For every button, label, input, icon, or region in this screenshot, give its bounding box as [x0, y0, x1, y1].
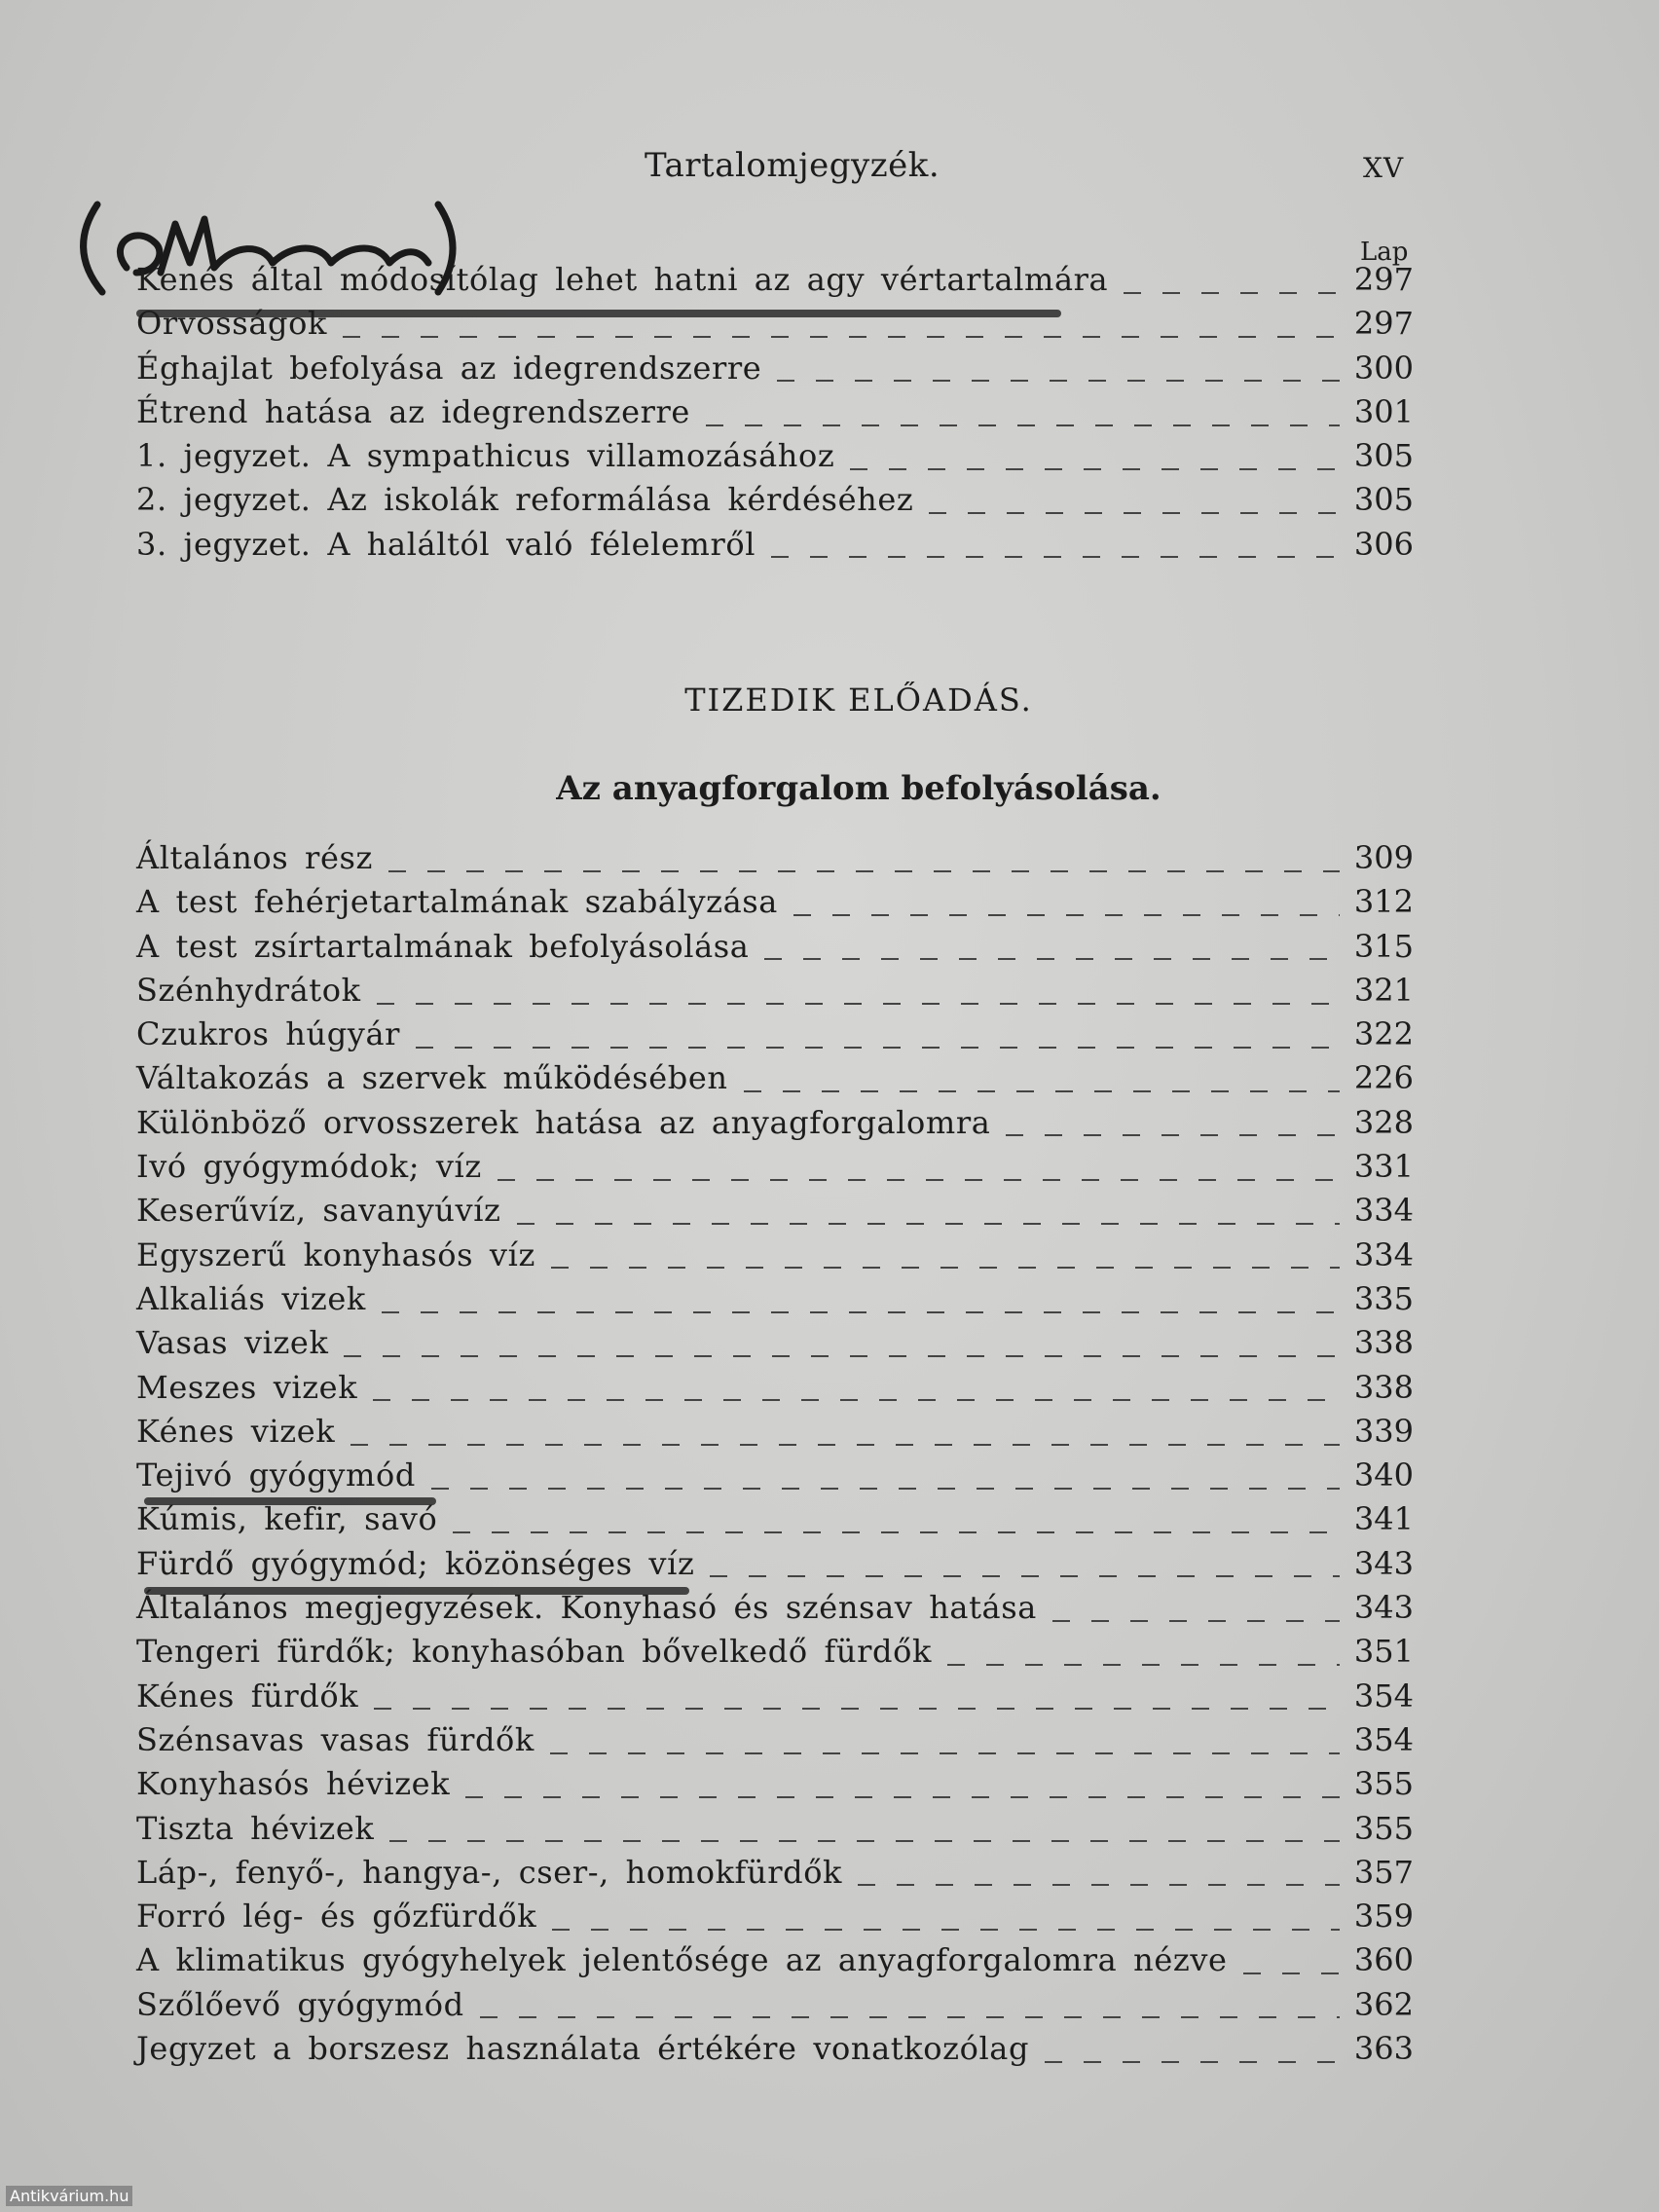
toc-entry-page: 306	[1353, 525, 1414, 563]
toc-entry-page: 360	[1353, 1941, 1414, 1979]
leader-dashes	[374, 1708, 1340, 1710]
toc-entry-title: Általános rész	[136, 839, 373, 876]
toc-entry-title: Tejivó gyógymód	[136, 1456, 416, 1494]
toc-entry-page: 334	[1353, 1235, 1414, 1273]
toc-entry-title: Szőlőevő gyógymód	[136, 1985, 464, 2023]
running-header-title: Tartalomjegyzék.	[645, 146, 940, 185]
leader-dashes	[1243, 1972, 1340, 1974]
toc-entry-page: 359	[1353, 1898, 1414, 1936]
toc-entry-title: Láp-, fenyő-, hangya-, cser-, homokfürdők	[136, 1853, 843, 1891]
toc-entry-page: 355	[1353, 1765, 1414, 1803]
toc-entry-page: 300	[1353, 349, 1414, 387]
toc-entry	[136, 839, 1414, 883]
toc-entry-page: 354	[1353, 1677, 1414, 1714]
toc-entry-title: Czukros húgyár	[136, 1015, 401, 1053]
toc-entry	[136, 1854, 1414, 1898]
toc-entry-title: Orvosságok	[136, 305, 327, 343]
leader-dashes	[764, 958, 1340, 960]
leader-dashes	[550, 1752, 1340, 1754]
toc-entry-title: Keserűvíz, savanyúvíz	[136, 1192, 501, 1230]
toc-entry-page: 339	[1353, 1412, 1414, 1450]
toc-entry-page: 331	[1353, 1148, 1414, 1186]
toc-entry	[136, 1633, 1414, 1677]
toc-entry-page: 357	[1353, 1853, 1414, 1891]
toc-entry-title: Kénes vizek	[136, 1412, 336, 1450]
toc-section-main	[136, 839, 1414, 2074]
leader-dashes	[465, 1796, 1340, 1798]
toc-entry	[136, 1369, 1414, 1413]
toc-entry-page: 340	[1353, 1456, 1414, 1494]
toc-entry-page: 338	[1353, 1324, 1414, 1362]
toc-entry-title: Alkaliás vizek	[136, 1279, 366, 1317]
leader-dashes	[744, 1090, 1340, 1092]
toc-entry	[136, 1589, 1414, 1633]
leader-dashes	[1124, 292, 1340, 294]
toc-entry-title: Éghajlat befolyása az idegrendszerre	[136, 349, 762, 387]
leader-dashes	[480, 2016, 1340, 2018]
toc-entry	[136, 305, 1414, 349]
toc-entry-title: Egyszerű konyhasós víz	[136, 1235, 535, 1273]
toc-entry-page: 297	[1353, 261, 1414, 298]
toc-entry-title: Kenés által módosítólag lehet hatni az agy vértartalmára	[136, 261, 1109, 298]
toc-entry-title: A test zsírtartalmának befolyásolása	[136, 927, 750, 965]
leader-dashes	[1045, 2061, 1340, 2063]
toc-entry-title: Konyhasós hévizek	[136, 1765, 451, 1803]
toc-entry-page: 341	[1353, 1500, 1414, 1538]
toc-entry-page: 297	[1353, 305, 1414, 343]
leader-dashes	[552, 1929, 1340, 1931]
toc-entry	[136, 1104, 1414, 1148]
toc-entry-page: 328	[1353, 1103, 1414, 1141]
page-column-label: Lap	[1360, 238, 1409, 267]
leader-dashes	[777, 380, 1340, 382]
toc-entry	[136, 1324, 1414, 1368]
toc-entry-title: Tengeri fürdők; konyhasóban bővelkedő fürdők	[136, 1633, 932, 1671]
toc-entry	[136, 1898, 1414, 1941]
toc-entry-page: 355	[1353, 1809, 1414, 1847]
leader-dashes	[388, 870, 1340, 872]
toc-entry-title: Forró lég- és gőzfürdők	[136, 1898, 537, 1936]
toc-entry	[136, 1059, 1414, 1103]
toc-entry	[136, 1500, 1414, 1544]
toc-entry	[136, 1721, 1414, 1765]
toc-entry	[136, 1456, 1414, 1500]
toc-entry-page: 305	[1353, 437, 1414, 475]
toc-entry-title: Fürdő gyógymód; közönséges víz	[136, 1544, 695, 1582]
toc-entry	[136, 1192, 1414, 1235]
toc-entry	[136, 1810, 1414, 1854]
toc-entry-page: 362	[1353, 1985, 1414, 2023]
toc-entry-title: Szénhydrátok	[136, 971, 361, 1009]
toc-section-top	[136, 261, 1414, 570]
running-header-page-number: XV	[1363, 152, 1405, 184]
toc-entry	[136, 1545, 1414, 1589]
leader-dashes	[551, 1267, 1340, 1269]
toc-entry	[136, 1677, 1414, 1721]
toc-entry	[136, 1148, 1414, 1192]
toc-entry-title: Tiszta hévizek	[136, 1809, 375, 1847]
leader-dashes	[793, 914, 1340, 916]
toc-entry-page: 338	[1353, 1368, 1414, 1406]
leader-dashes	[389, 1840, 1340, 1842]
toc-entry-title: 3. jegyzet. A haláltól való félelemről	[136, 525, 756, 563]
leader-dashes	[377, 1003, 1340, 1005]
leader-dashes	[382, 1311, 1340, 1313]
toc-entry	[136, 526, 1414, 570]
toc-entry	[136, 972, 1414, 1015]
toc-entry	[136, 261, 1414, 305]
toc-entry-page: 305	[1353, 481, 1414, 519]
toc-entry-page: 363	[1353, 2030, 1414, 2068]
toc-entry	[136, 437, 1414, 481]
leader-dashes	[453, 1531, 1340, 1533]
toc-entry-title: Kénes fürdők	[136, 1677, 359, 1714]
toc-entry-title: Vasas vizek	[136, 1324, 329, 1362]
chapter-title: Az anyagforgalom befolyásolása.	[556, 769, 1161, 808]
toc-entry-title: Étrend hatása az idegrendszerre	[136, 392, 690, 430]
toc-entry	[136, 1941, 1414, 1985]
toc-entry-page: 312	[1353, 883, 1414, 921]
toc-entry	[136, 393, 1414, 437]
toc-entry	[136, 1015, 1414, 1059]
toc-entry	[136, 2030, 1414, 2074]
leader-dashes	[373, 1399, 1340, 1401]
toc-entry	[136, 1236, 1414, 1280]
toc-entry-page: 315	[1353, 927, 1414, 965]
leader-dashes	[850, 468, 1340, 470]
leader-dashes	[344, 1355, 1340, 1357]
toc-entry-title: A klimatikus gyógyhelyek jelentősége az anyagforgalomra nézve	[136, 1941, 1228, 1979]
leader-dashes	[858, 1884, 1340, 1886]
leader-dashes	[947, 1664, 1340, 1666]
toc-entry-page: 334	[1353, 1192, 1414, 1230]
watermark: Antikvárium.hu	[6, 2186, 132, 2206]
leader-dashes	[350, 1444, 1340, 1446]
toc-entry-title: Általános megjegyzések. Konyhasó és szénsav hatása	[136, 1589, 1037, 1627]
leader-dashes	[710, 1575, 1340, 1577]
toc-entry-page: 351	[1353, 1633, 1414, 1671]
chapter-heading: TIZEDIK ELŐADÁS.	[684, 682, 1033, 719]
toc-entry	[136, 1765, 1414, 1809]
toc-entry-title: 1. jegyzet. A sympathicus villamozásához	[136, 437, 835, 475]
toc-entry-title: Szénsavas vasas fürdők	[136, 1720, 535, 1758]
toc-entry-page: 322	[1353, 1015, 1414, 1053]
leader-dashes	[706, 424, 1340, 426]
leader-dashes	[498, 1179, 1340, 1181]
leader-dashes	[517, 1223, 1341, 1225]
toc-entry-title: Különböző orvosszerek hatása az anyagforgalomra	[136, 1103, 991, 1141]
leader-dashes	[929, 512, 1340, 514]
toc-entry-title: Ivó gyógymódok; víz	[136, 1148, 482, 1186]
toc-entry-title: 2. jegyzet. Az iskolák reformálása kérdéséhez	[136, 481, 914, 519]
toc-entry	[136, 883, 1414, 927]
toc-entry	[136, 1280, 1414, 1324]
leader-dashes	[1006, 1134, 1340, 1136]
leader-dashes	[343, 336, 1340, 338]
leader-dashes	[1052, 1620, 1340, 1622]
toc-entry-page: 335	[1353, 1279, 1414, 1317]
toc-entry-page: 343	[1353, 1589, 1414, 1627]
toc-entry-title: Kúmis, kefir, savó	[136, 1500, 438, 1538]
toc-entry	[136, 481, 1414, 525]
toc-entry	[136, 928, 1414, 972]
toc-entry-page: 354	[1353, 1720, 1414, 1758]
toc-entry-title: Váltakozás a szervek működésében	[136, 1059, 728, 1097]
leader-dashes	[431, 1488, 1340, 1490]
toc-entry-page: 309	[1353, 839, 1414, 876]
toc-entry-page: 301	[1353, 392, 1414, 430]
toc-entry	[136, 1413, 1414, 1456]
toc-entry-page: 321	[1353, 971, 1414, 1009]
leader-dashes	[416, 1047, 1340, 1049]
toc-entry	[136, 1986, 1414, 2030]
toc-entry	[136, 350, 1414, 393]
toc-entry-title: Meszes vizek	[136, 1368, 358, 1406]
toc-entry-title: A test fehérjetartalmának szabályzása	[136, 883, 778, 921]
leader-dashes	[771, 556, 1340, 558]
toc-entry-page: 343	[1353, 1544, 1414, 1582]
toc-entry-title: Jegyzet a borszesz használata értékére vonatkozólag	[136, 2030, 1030, 2068]
toc-entry-page: 226	[1353, 1059, 1414, 1097]
